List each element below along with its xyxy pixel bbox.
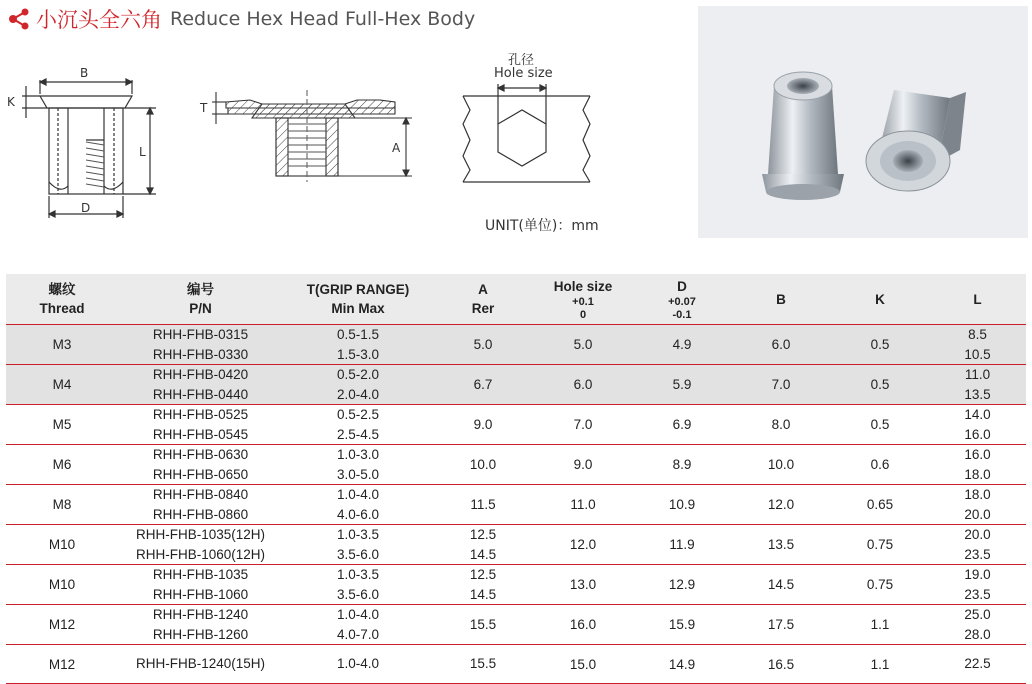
cell-l bbox=[929, 485, 1026, 525]
cell-b: 8.0 bbox=[731, 405, 831, 445]
cell-l-line: 11.0 bbox=[964, 367, 991, 382]
cell-a-line: 14.5 bbox=[469, 586, 497, 602]
cell-l bbox=[929, 525, 1026, 565]
cell-t bbox=[283, 525, 433, 565]
title-chinese: 小沉头全六角 bbox=[36, 8, 162, 32]
rivet-nut-illustration bbox=[698, 6, 1028, 238]
cell-pn-line: RHH-FHB-0545 bbox=[152, 426, 249, 442]
cell-pn bbox=[118, 485, 283, 525]
cell-b: 14.5 bbox=[731, 565, 831, 605]
cell-a-line: 12.5 bbox=[469, 527, 497, 542]
cell-pn-line: RHH-FHB-0330 bbox=[152, 346, 249, 362]
cell-t-line: 1.5-3.0 bbox=[336, 346, 380, 362]
table-row bbox=[6, 405, 1026, 445]
cell-pn-line: RHH-FHB-0630 bbox=[152, 447, 249, 462]
cell-pn-line: RHH-FHB-1240 bbox=[152, 607, 249, 622]
cell-t-line: 1.0-4.0 bbox=[336, 656, 380, 672]
cell-a bbox=[433, 485, 533, 525]
cell-a bbox=[433, 645, 533, 684]
table-row bbox=[6, 485, 1026, 525]
cell-b: 7.0 bbox=[731, 365, 831, 405]
cell-l-line: 16.0 bbox=[964, 447, 991, 462]
cell-pn-line: RHH-FHB-0525 bbox=[152, 407, 249, 422]
cell-b: 17.5 bbox=[731, 605, 831, 645]
cell-l bbox=[929, 445, 1026, 485]
cell-pn-line: RHH-FHB-1060 bbox=[152, 586, 249, 602]
cell-l-line: 14.0 bbox=[964, 407, 991, 422]
cell-t-line: 1.0-4.0 bbox=[336, 607, 380, 622]
cell-thread: M5 bbox=[6, 405, 118, 445]
cell-d: 6.9 bbox=[633, 405, 731, 445]
cell-l bbox=[929, 565, 1026, 605]
header-pn: 编号 P/N bbox=[118, 274, 283, 325]
cell-thread: M10 bbox=[6, 525, 118, 565]
cell-pn bbox=[118, 445, 283, 485]
cell-t bbox=[283, 325, 433, 365]
cell-d: 4.9 bbox=[633, 325, 731, 365]
label-K: K bbox=[7, 95, 15, 109]
cell-l-line: 23.5 bbox=[964, 546, 991, 562]
cell-thread: M6 bbox=[6, 445, 118, 485]
cell-l-line: 28.0 bbox=[964, 626, 991, 642]
cell-thread: M4 bbox=[6, 365, 118, 405]
cell-t bbox=[283, 605, 433, 645]
table-row bbox=[6, 365, 1026, 405]
cell-t-line: 1.0-3.5 bbox=[336, 527, 380, 542]
header-l: L bbox=[929, 274, 1026, 325]
cell-thread: M10 bbox=[6, 565, 118, 605]
cell-pn bbox=[118, 525, 283, 565]
cell-l-line: 8.5 bbox=[968, 327, 987, 342]
cell-thread: M3 bbox=[6, 325, 118, 365]
product-photo bbox=[698, 6, 1028, 238]
cell-t bbox=[283, 645, 433, 684]
cell-pn bbox=[118, 405, 283, 445]
cell-b: 12.0 bbox=[731, 485, 831, 525]
cell-l-line: 18.0 bbox=[964, 487, 991, 502]
cell-d: 8.9 bbox=[633, 445, 731, 485]
cell-b: 6.0 bbox=[731, 325, 831, 365]
table-row bbox=[6, 645, 1026, 684]
cell-pn bbox=[118, 645, 283, 684]
cell-hole: 6.0 bbox=[533, 365, 633, 405]
cell-pn-line: RHH-FHB-0315 bbox=[152, 327, 249, 342]
cell-pn-line: RHH-FHB-0440 bbox=[152, 386, 249, 402]
cell-pn-line: RHH-FHB-0840 bbox=[152, 487, 249, 502]
cell-a bbox=[433, 525, 533, 565]
header-b: B bbox=[731, 274, 831, 325]
label-A: A bbox=[392, 141, 401, 155]
cell-a-line: 12.5 bbox=[469, 567, 497, 582]
cell-a-line: 9.0 bbox=[473, 416, 493, 432]
cell-pn-line: RHH-FHB-1035(12H) bbox=[135, 527, 266, 542]
cell-l-line: 20.0 bbox=[964, 527, 991, 542]
cell-t-line: 2.5-4.5 bbox=[336, 426, 380, 442]
header-k: K bbox=[831, 274, 929, 325]
hole-size-drawing bbox=[463, 84, 590, 182]
cell-a bbox=[433, 565, 533, 605]
cell-hole: 15.0 bbox=[533, 645, 633, 684]
cell-hole: 11.0 bbox=[533, 485, 633, 525]
cell-t-line: 1.0-3.0 bbox=[336, 447, 380, 462]
spec-table bbox=[6, 274, 1026, 684]
cell-k: 1.1 bbox=[831, 645, 929, 684]
header-hole-size: Hole size +0.1 0 bbox=[533, 274, 633, 325]
label-L: L bbox=[139, 145, 146, 159]
cell-b: 13.5 bbox=[731, 525, 831, 565]
cell-k: 0.5 bbox=[831, 365, 929, 405]
cell-pn-line: RHH-FHB-0650 bbox=[152, 466, 249, 482]
side-view-drawing bbox=[22, 79, 156, 218]
technical-drawings bbox=[0, 40, 690, 240]
share-icon bbox=[6, 6, 32, 32]
cell-k: 1.1 bbox=[831, 605, 929, 645]
cell-t-line: 4.0-7.0 bbox=[336, 626, 380, 642]
cell-k: 0.5 bbox=[831, 405, 929, 445]
cell-l bbox=[929, 365, 1026, 405]
cell-l-line: 19.0 bbox=[964, 567, 991, 582]
cell-l-line: 25.0 bbox=[964, 607, 991, 622]
cell-a-line: 15.5 bbox=[469, 656, 497, 672]
table-header-row bbox=[6, 274, 1026, 325]
cell-t bbox=[283, 445, 433, 485]
cell-d: 15.9 bbox=[633, 605, 731, 645]
cell-t-line: 1.0-3.5 bbox=[336, 567, 380, 582]
cell-b: 16.5 bbox=[731, 645, 831, 684]
cell-t-line: 0.5-2.5 bbox=[336, 407, 380, 422]
table-row bbox=[6, 325, 1026, 365]
cell-k: 0.5 bbox=[831, 325, 929, 365]
cell-k: 0.65 bbox=[831, 485, 929, 525]
header-a: A Rer bbox=[433, 274, 533, 325]
cell-l bbox=[929, 605, 1026, 645]
cell-b: 10.0 bbox=[731, 445, 831, 485]
cell-k: 0.75 bbox=[831, 525, 929, 565]
cell-l bbox=[929, 325, 1026, 365]
cell-a bbox=[433, 325, 533, 365]
cell-hole: 7.0 bbox=[533, 405, 633, 445]
table-row bbox=[6, 605, 1026, 645]
cell-t-line: 0.5-2.0 bbox=[336, 367, 380, 382]
cell-l-line: 10.5 bbox=[964, 346, 991, 362]
cell-t-line: 1.0-4.0 bbox=[336, 487, 380, 502]
cell-a bbox=[433, 365, 533, 405]
cell-a bbox=[433, 445, 533, 485]
cell-t-line: 3.5-6.0 bbox=[336, 546, 380, 562]
cell-l-line: 23.5 bbox=[964, 586, 991, 602]
cell-t-line: 3.5-6.0 bbox=[336, 586, 380, 602]
cell-k: 0.6 bbox=[831, 445, 929, 485]
cell-pn bbox=[118, 325, 283, 365]
cell-d: 12.9 bbox=[633, 565, 731, 605]
cell-a-line: 15.5 bbox=[469, 616, 497, 632]
cell-l bbox=[929, 405, 1026, 445]
title-row bbox=[6, 4, 475, 34]
table-row bbox=[6, 525, 1026, 565]
installed-section-drawing bbox=[212, 90, 412, 182]
cell-t-line: 3.0-5.0 bbox=[336, 466, 380, 482]
label-T: T bbox=[200, 101, 208, 115]
cell-hole: 9.0 bbox=[533, 445, 633, 485]
cell-t bbox=[283, 565, 433, 605]
cell-k: 0.75 bbox=[831, 565, 929, 605]
cell-t bbox=[283, 485, 433, 525]
cell-l-line: 20.0 bbox=[964, 506, 991, 522]
hole-size-label-en: Hole size bbox=[494, 66, 553, 81]
cell-thread: M12 bbox=[6, 605, 118, 645]
cell-d: 5.9 bbox=[633, 365, 731, 405]
cell-a bbox=[433, 605, 533, 645]
cell-a-line: 10.0 bbox=[469, 456, 497, 472]
cell-t-line: 0.5-1.5 bbox=[336, 327, 380, 342]
cell-d: 10.9 bbox=[633, 485, 731, 525]
cell-pn-line: RHH-FHB-1035 bbox=[152, 567, 249, 582]
cell-pn-line: RHH-FHB-1060(12H) bbox=[135, 546, 266, 562]
cell-pn bbox=[118, 565, 283, 605]
cell-l-line: 22.5 bbox=[964, 656, 991, 672]
cell-pn bbox=[118, 605, 283, 645]
cell-a-line: 11.5 bbox=[470, 496, 496, 512]
cell-hole: 16.0 bbox=[533, 605, 633, 645]
cell-d: 14.9 bbox=[633, 645, 731, 684]
cell-hole: 13.0 bbox=[533, 565, 633, 605]
table-row bbox=[6, 565, 1026, 605]
label-B: B bbox=[80, 66, 89, 80]
cell-a-line: 14.5 bbox=[469, 546, 497, 562]
unit-label: UNIT(单位)：mm bbox=[485, 218, 599, 234]
header-thread: 螺纹 Thread bbox=[6, 274, 118, 325]
cell-pn-line: RHH-FHB-1260 bbox=[152, 626, 249, 642]
cell-t-line: 2.0-4.0 bbox=[336, 386, 380, 402]
cell-pn bbox=[118, 365, 283, 405]
cell-thread: M12 bbox=[6, 645, 118, 684]
cell-hole: 12.0 bbox=[533, 525, 633, 565]
cell-pn-line: RHH-FHB-0420 bbox=[152, 367, 249, 382]
cell-l-line: 18.0 bbox=[964, 466, 991, 482]
hole-size-label-zh: 孔径 bbox=[508, 53, 535, 68]
cell-pn-line: RHH-FHB-0860 bbox=[152, 506, 249, 522]
title-english: Reduce Hex Head Full-Hex Body bbox=[170, 8, 476, 30]
cell-t bbox=[283, 405, 433, 445]
cell-a-line: 6.7 bbox=[473, 376, 493, 392]
cell-d: 11.9 bbox=[633, 525, 731, 565]
cell-l bbox=[929, 645, 1026, 684]
cell-pn-line: RHH-FHB-1240(15H) bbox=[135, 656, 266, 672]
header-d: D +0.07 -0.1 bbox=[633, 274, 731, 325]
cell-a bbox=[433, 405, 533, 445]
cell-thread: M8 bbox=[6, 485, 118, 525]
table-row bbox=[6, 445, 1026, 485]
cell-t-line: 4.0-6.0 bbox=[336, 506, 380, 522]
cell-l-line: 16.0 bbox=[964, 426, 991, 442]
cell-a-line: 5.0 bbox=[473, 336, 493, 352]
label-D: D bbox=[81, 201, 91, 215]
cell-l-line: 13.5 bbox=[964, 386, 991, 402]
cell-t bbox=[283, 365, 433, 405]
header-grip-range: T(GRIP RANGE) Min Max bbox=[283, 274, 433, 325]
cell-hole: 5.0 bbox=[533, 325, 633, 365]
